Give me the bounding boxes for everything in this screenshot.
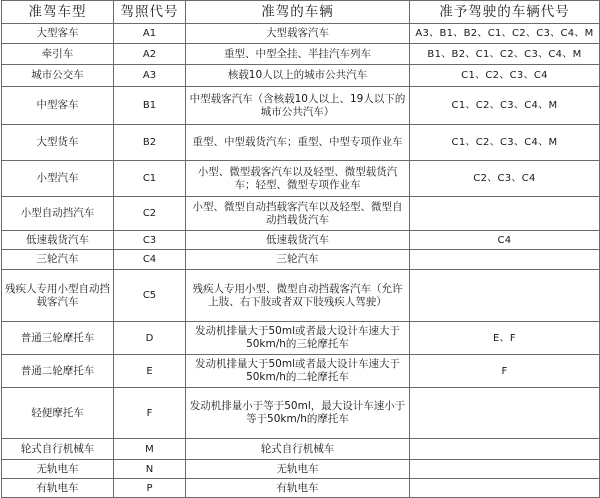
allowed-codes-cell: C1、C2、C3、C4: [410, 65, 600, 87]
license-code-cell: A3: [114, 65, 186, 87]
license-code-cell: C1: [114, 161, 186, 197]
table-row: [2, 231, 600, 250]
vehicle-class-cell: 小型自动挡汽车: [2, 197, 114, 231]
allowed-codes-cell: C2、C3、C4: [410, 161, 600, 197]
license-code-cell: D: [114, 322, 186, 355]
vehicle-class-cell: 城市公交车: [2, 65, 114, 87]
permitted-vehicles-cell: 中型载客汽车（含核载10人以上、19人以下的城市公共汽车）: [186, 87, 410, 125]
allowed-codes-cell: C1、C2、C3、C4、M: [410, 87, 600, 125]
table-row: [2, 250, 600, 270]
permitted-vehicles-cell: 轮式自行机械车: [186, 439, 410, 460]
table-row: [2, 161, 600, 197]
header-vehicle-class: 准驾车型: [2, 1, 114, 24]
license-code-cell: N: [114, 460, 186, 479]
allowed-codes-cell: [410, 250, 600, 270]
permitted-vehicles-cell: 小型、微型自动挡载客汽车以及轻型、微型自动挡载货汽车: [186, 197, 410, 231]
permitted-vehicles-cell: 有轨电车: [186, 479, 410, 498]
table-row: [2, 197, 600, 231]
license-code-cell: B2: [114, 125, 186, 161]
allowed-codes-cell: [410, 460, 600, 479]
vehicle-class-cell: 无轨电车: [2, 460, 114, 479]
vehicle-class-cell: 三轮汽车: [2, 250, 114, 270]
permitted-vehicles-cell: 发动机排量大于50ml或者最大设计车速大于50km/h的三轮摩托车: [186, 322, 410, 355]
allowed-codes-cell: E、F: [410, 322, 600, 355]
permitted-vehicles-cell: 发动机排量小于等于50ml，最大设计车速小于等于50km/h的摩托车: [186, 388, 410, 439]
license-code-cell: E: [114, 355, 186, 388]
license-code-cell: C5: [114, 270, 186, 322]
vehicle-class-cell: 小型汽车: [2, 161, 114, 197]
license-code-cell: B1: [114, 87, 186, 125]
vehicle-class-cell: 普通三轮摩托车: [2, 322, 114, 355]
table-row: [2, 479, 600, 498]
header-permitted-vehicles: 准驾的车辆: [186, 1, 410, 24]
permitted-vehicles-cell: 三轮汽车: [186, 250, 410, 270]
vehicle-class-cell: 中型客车: [2, 87, 114, 125]
vehicle-class-cell: 牵引车: [2, 44, 114, 65]
vehicle-class-cell: 轻便摩托车: [2, 388, 114, 439]
permitted-vehicles-cell: 大型载客汽车: [186, 24, 410, 44]
table-row: [2, 65, 600, 87]
permitted-vehicles-cell: 重型、中型载货汽车；重型、中型专项作业车: [186, 125, 410, 161]
allowed-codes-cell: F: [410, 355, 600, 388]
table-row: [2, 355, 600, 388]
vehicle-class-cell: 大型货车: [2, 125, 114, 161]
vehicle-class-cell: 普通二轮摩托车: [2, 355, 114, 388]
allowed-codes-cell: [410, 439, 600, 460]
license-code-cell: F: [114, 388, 186, 439]
table-row: [2, 439, 600, 460]
header-allowed-codes: 准予驾驶的车辆代号: [410, 1, 600, 24]
allowed-codes-cell: [410, 388, 600, 439]
vehicle-class-cell: 大型客车: [2, 24, 114, 44]
permitted-vehicles-cell: 残疾人专用小型、微型自动挡载客汽车（允许上肢、右下肢或者双下肢残疾人驾驶）: [186, 270, 410, 322]
license-code-cell: C3: [114, 231, 186, 250]
allowed-codes-cell: B1、B2、C1、C2、C3、C4、M: [410, 44, 600, 65]
allowed-codes-cell: [410, 270, 600, 322]
allowed-codes-cell: A3、B1、B2、C1、C2、C3、C4、M: [410, 24, 600, 44]
table-row: [2, 87, 600, 125]
vehicle-class-cell: 轮式自行机械车: [2, 439, 114, 460]
allowed-codes-cell: C4: [410, 231, 600, 250]
permitted-vehicles-cell: 发动机排量大于50ml或者最大设计车速大于50km/h的二轮摩托车: [186, 355, 410, 388]
table-row: [2, 322, 600, 355]
license-code-cell: C4: [114, 250, 186, 270]
table-row: [2, 270, 600, 322]
permitted-vehicles-cell: 小型、微型载客汽车以及轻型、微型载货汽车；轻型、微型专项作业车: [186, 161, 410, 197]
header-license-code: 驾照代号: [114, 1, 186, 24]
permitted-vehicles-cell: 重型、中型全挂、半挂汽车列车: [186, 44, 410, 65]
allowed-codes-cell: [410, 479, 600, 498]
license-code-cell: P: [114, 479, 186, 498]
table-row: [2, 125, 600, 161]
vehicle-class-cell: 有轨电车: [2, 479, 114, 498]
table-row: [2, 24, 600, 44]
vehicle-class-cell: 残疾人专用小型自动挡载客汽车: [2, 270, 114, 322]
permitted-vehicles-cell: 核载10人以上的城市公共汽车: [186, 65, 410, 87]
allowed-codes-cell: [410, 197, 600, 231]
header-row: [2, 1, 600, 24]
license-code-cell: A1: [114, 24, 186, 44]
license-class-table: [1, 0, 600, 498]
license-code-cell: A2: [114, 44, 186, 65]
permitted-vehicles-cell: 低速载货汽车: [186, 231, 410, 250]
table-row: [2, 44, 600, 65]
license-code-cell: M: [114, 439, 186, 460]
allowed-codes-cell: C1、C2、C3、C4、M: [410, 125, 600, 161]
table-row: [2, 388, 600, 439]
vehicle-class-cell: 低速载货汽车: [2, 231, 114, 250]
table-row: [2, 460, 600, 479]
license-code-cell: C2: [114, 197, 186, 231]
permitted-vehicles-cell: 无轨电车: [186, 460, 410, 479]
